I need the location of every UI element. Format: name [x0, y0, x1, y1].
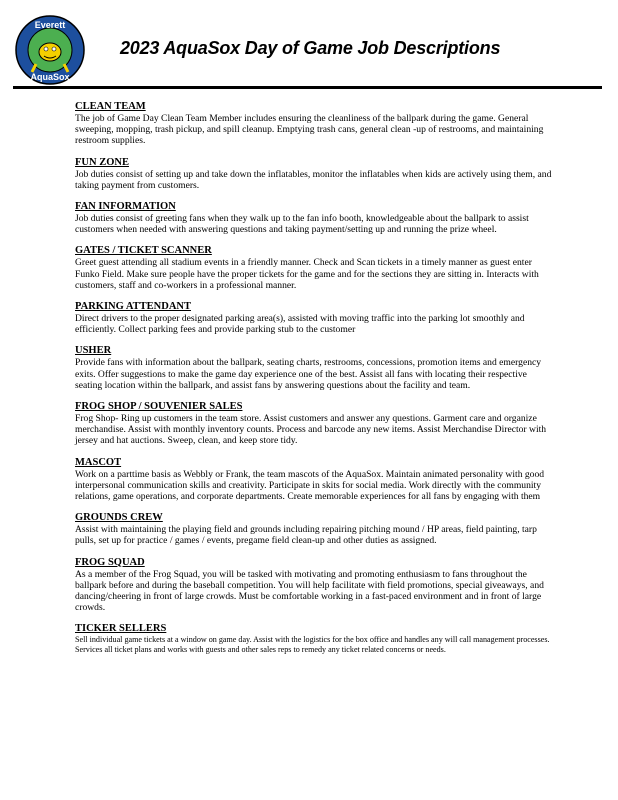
- section-body: Assist with maintaining the playing field and grounds including repairing pitching mound / HP areas, field painting, tarp pulls, set up for practice / games / events, pregame field clean-up and other duties as assigned.: [75, 524, 537, 547]
- section-usher: [75, 345, 553, 391]
- section-body: Provide fans with information about the ballpark, seating charts, restrooms, concessions, promotion items and emergency exits. Offer suggestions to make the game day experience one of the best. Assist all fans with locating their respective seating location within the ballpark, and assist fans by answering questions about the facility and team.: [75, 357, 542, 391]
- section-heading: FAN INFORMATION: [75, 201, 176, 213]
- section-body: Direct drivers to the proper designated parking area(s), assisted with moving traffic into the parking lot smoothly and efficiently. Collect parking fees and provide parking stub to the customer: [75, 313, 525, 336]
- section-body: Job duties consist of setting up and take down the inflatables, monitor the inflatables when kids are actively using them, and taking payment from customers.: [75, 168, 552, 191]
- logo-text-bottom: AquaSox: [30, 72, 70, 82]
- section-gates-ticket-scanner: [75, 245, 553, 291]
- section-frog-shop: [75, 401, 553, 447]
- section-clean-team: [75, 101, 553, 147]
- section-body: Sell individual game tickets at a window on game day. Assist with the logistics for the box office and handles any will call management processes. Services all ticket plans and works with guests and other sales reps to remedy any ticket related concerns or needs.: [75, 635, 550, 655]
- header-divider: [13, 86, 602, 89]
- section-grounds-crew: [75, 512, 553, 546]
- job-descriptions: [75, 101, 553, 665]
- section-mascot: [75, 457, 553, 503]
- section-heading: FUN ZONE: [75, 156, 129, 168]
- section-heading: TICKER SELLERS: [75, 623, 167, 635]
- section-ticker-sellers: [75, 623, 553, 655]
- page-title: 2023 AquaSox Day of Game Job Descriptions: [120, 38, 501, 58]
- logo-text-top: Everett: [34, 20, 66, 30]
- section-fan-information: [75, 201, 553, 235]
- section-body: As a member of the Frog Squad, you will be tasked with motivating and promoting enthusiasm to fans throughout the ballpark before and during the baseball competition. You will help facilitate with field promotions, special giveaways, and dancing/cheering in front of large crowds. Must be comfortable working in a fast-paced environment and in front of large crowds.: [75, 568, 544, 614]
- section-body: The job of Game Day Clean Team Member includes ensuring the cleanliness of the ballpark during the game. General sweeping, mopping, trash pickup, and spill cleanup. Emptying trash cans, general clean -up of restrooms, and maintaining restroom supplies.: [75, 113, 544, 147]
- section-body: Frog Shop- Ring up customers in the team store. Assist customers and answer any questions. Garment care and organize merchandise. Assist with monthly inventory counts. Process and barcode any new items. Assist Merchandise Director with jersey and hat auctions. Sweep, clean, and keep store tidy.: [75, 413, 547, 447]
- section-heading: MASCOT: [75, 456, 122, 468]
- section-heading: FROG SHOP / SOUVENIER SALES: [75, 401, 243, 413]
- section-fun-zone: [75, 157, 553, 191]
- section-heading: PARKING ATTENDANT: [75, 301, 191, 313]
- section-frog-squad: [75, 557, 553, 614]
- section-body: Work on a parttime basis as Webbly or Frank, the team mascots of the AquaSox. Maintain animated personality with good interpersonal communication skills and creativity. Participate in skits for social media. Work directly with the community relations, game operations, and corporate departments. Create memorable experiences for all fans by engaging with them: [75, 468, 545, 503]
- section-heading: GATES / TICKET SCANNER: [75, 245, 212, 257]
- section-heading: CLEAN TEAM: [75, 101, 146, 112]
- section-heading: FROG SQUAD: [75, 556, 145, 568]
- section-heading: GROUNDS CREW: [75, 512, 163, 524]
- aquasox-logo: [14, 14, 86, 86]
- section-parking-attendant: [75, 301, 553, 335]
- section-body: Job duties consist of greeting fans when they walk up to the fan info booth, knowledgeable about the ballpark to assist customers when needed with answering questions and taking payment/setting up and running the prize wheel.: [75, 213, 529, 236]
- section-body: Greet guest attending all stadium events in a friendly manner. Check and Scan tickets in a timely manner as guest enter Funko Field. Make sure people have the proper tickets for the game and for the sections they are sitting in. Interacts with customers, staff and co-workers in a professional manner.: [75, 257, 539, 291]
- section-heading: USHER: [75, 345, 112, 357]
